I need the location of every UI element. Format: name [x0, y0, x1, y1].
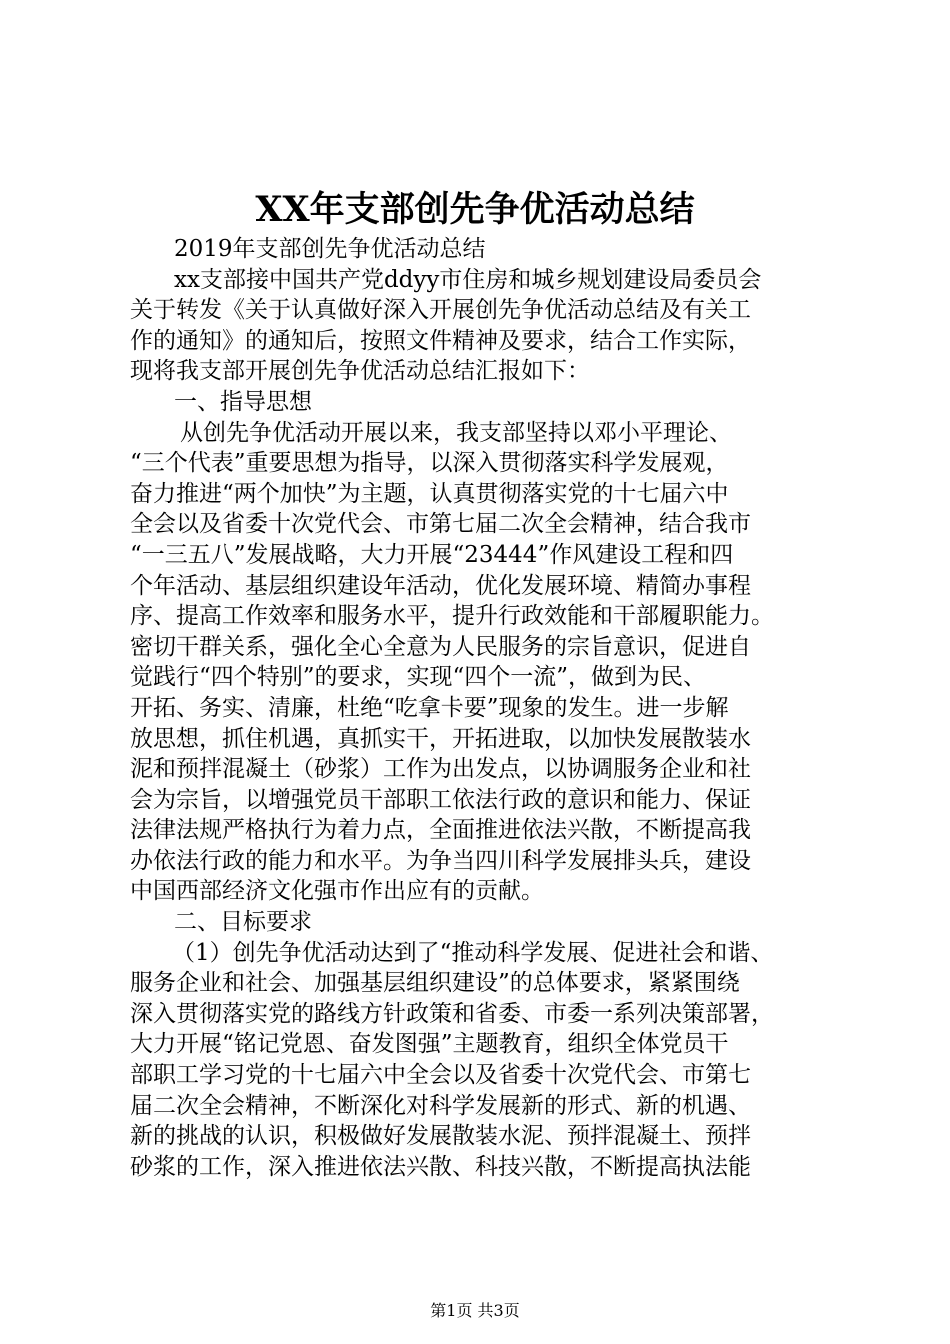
page-footer: 第1页 共3页: [430, 1301, 520, 1320]
paragraph-line: 作的通知》的通知后，按照文件精神及要求，结合工作实际，: [130, 327, 751, 354]
paragraph-line: 砂浆的工作，深入推进依法兴散、科技兴散，不断提高执法能: [130, 1153, 751, 1180]
paragraph-line: 部职工学习党的十七届六中全会以及省委十次党代会、市第七: [130, 1062, 751, 1089]
paragraph-line: 大力开展“铭记党恩、奋发图强”主题教育，组织全体党员干: [130, 1031, 729, 1058]
paragraph-line: 会为宗旨，以增强党员干部职工依法行政的意识和能力、保证: [130, 786, 751, 813]
paragraph-line: 密切干群关系，强化全心全意为人民服务的宗旨意识，促进自: [130, 633, 751, 660]
paragraph-line: 现将我支部开展创先争优活动总结汇报如下：: [130, 358, 590, 385]
paragraph-line: 届二次全会精神，不断深化对科学发展新的形式、新的机遇、: [130, 1092, 751, 1119]
paragraph-line: 开拓、务实、清廉，杜绝“吃拿卡要”现象的发生。进一步解: [130, 694, 729, 721]
document-body: [130, 234, 830, 1182]
paragraph-line: 全会以及省委十次党代会、市第七届二次全会精神，结合我市: [130, 511, 751, 538]
paragraph-line: 泥和预拌混凝土（砂浆）工作为出发点，以协调服务企业和社: [130, 756, 751, 783]
paragraph-line: 2019年支部创先争优活动总结: [174, 236, 486, 262]
paragraph-line: 新的挑战的认识，积极做好发展散装水泥、预拌混凝土、预拌: [130, 1123, 751, 1150]
section-heading: 一、指导思想: [174, 388, 312, 415]
paragraph-line: 深入贯彻落实党的路线方针政策和省委、市委一系列决策部署，: [130, 1000, 774, 1027]
document-title: XX年支部创先争优活动总结: [255, 189, 695, 230]
paragraph-line: 奋力推进“两个加快”为主题，认真贯彻落实党的十七届六中: [130, 480, 729, 507]
paragraph-line: 法律法规严格执行为着力点，全面推进依法兴散，不断提高我: [130, 817, 751, 844]
paragraph-line: 中国西部经济文化强市作出应有的贡献。: [130, 878, 544, 905]
paragraph-line: （1）创先争优活动达到了“推动科学发展、促进社会和谐、: [172, 939, 774, 966]
paragraph-line: xx支部接中国共产党ddyy市住房和城乡规划建设局委员会: [174, 266, 762, 293]
paragraph-line: 关于转发《关于认真做好深入开展创先争优活动总结及有关工: [130, 297, 751, 324]
paragraph-line: “三个代表”重要思想为指导，以深入贯彻落实科学发展观，: [130, 450, 729, 477]
paragraph-line: “一三五八”发展战略，大力开展“23444”作风建设工程和四: [130, 541, 734, 568]
section-heading: 二、目标要求: [174, 909, 312, 936]
paragraph-line: 个年活动、基层组织建设年活动，优化发展环境、精简办事程: [130, 572, 751, 599]
paragraph-line: 服务企业和社会、加强基层组织建设”的总体要求，紧紧围绕: [130, 970, 740, 997]
paragraph-line: 从创先争优活动开展以来，我支部坚持以邓小平理论、: [180, 419, 732, 446]
paragraph-line: 办依法行政的能力和水平。为争当四川科学发展排头兵，建设: [130, 847, 751, 874]
paragraph-line: 序、提高工作效率和服务水平，提升行政效能和干部履职能力。: [130, 603, 774, 630]
paragraph-line: 放思想，抓住机遇，真抓实干，开拓进取，以加快发展散装水: [130, 725, 751, 752]
paragraph-line: 觉践行“四个特别”的要求，实现“四个一流”，做到为民、: [130, 664, 707, 691]
